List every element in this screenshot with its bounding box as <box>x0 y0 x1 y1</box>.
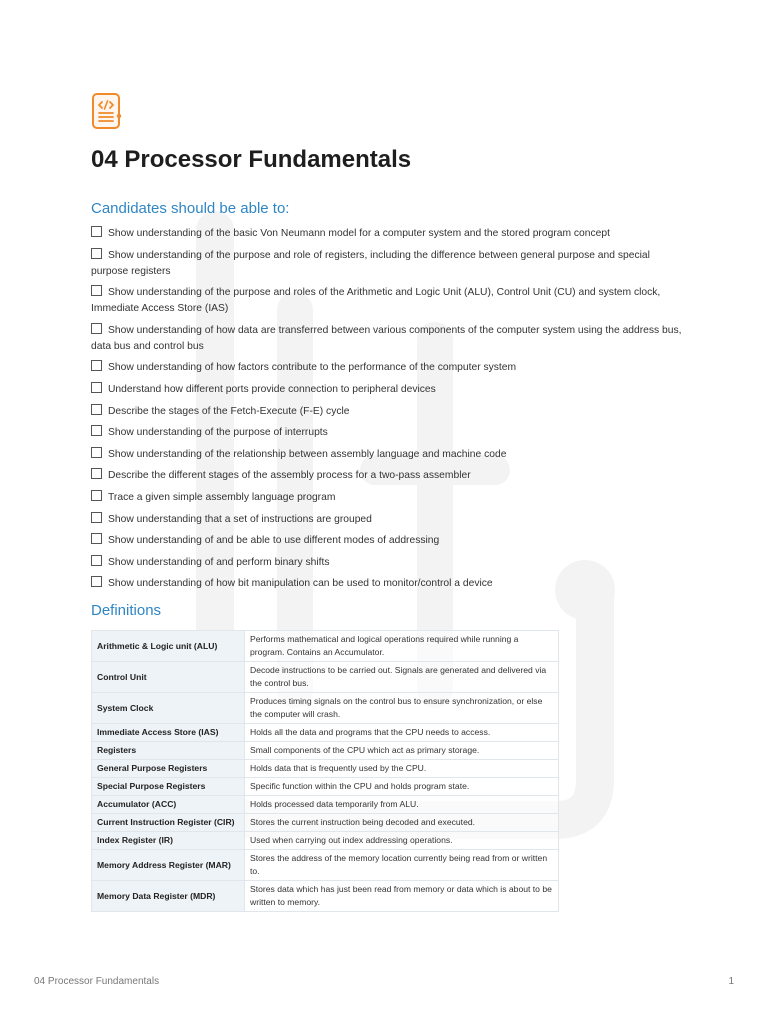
objective-item <box>91 490 683 506</box>
objective-text: Show understanding of and be able to use different modes of addressing <box>108 535 440 547</box>
objective-item <box>91 512 683 528</box>
objective-item <box>91 404 683 420</box>
definition-term: Immediate Access Store (IAS) <box>92 724 245 742</box>
objective-item <box>91 533 683 549</box>
checkbox[interactable] <box>91 555 102 566</box>
definition-description: Produces timing signals on the control bus to ensure synchronization, or else the computer will crash. <box>245 693 559 724</box>
objective-text: Show understanding of the purpose and role of registers, including the difference between general purpose and special purpose registers <box>91 249 650 277</box>
table-row <box>92 796 559 814</box>
objective-text: Show understanding of how data are transferred between various components of the computer system using the address bus, data bus and control bus <box>91 324 682 352</box>
definition-description: Holds data that is frequently used by the CPU. <box>245 760 559 778</box>
definition-description: Holds processed data temporarily from ALU. <box>245 796 559 814</box>
objective-item <box>91 382 683 398</box>
checkbox[interactable] <box>91 248 102 259</box>
objective-text: Show understanding of the purpose of interrupts <box>108 427 328 439</box>
objectives-list <box>91 226 683 592</box>
checkbox[interactable] <box>91 425 102 436</box>
definitions-table <box>91 630 559 912</box>
definition-description: Specific function within the CPU and holds program state. <box>245 778 559 796</box>
code-document-icon <box>91 92 123 130</box>
checkbox[interactable] <box>91 285 102 296</box>
checkbox[interactable] <box>91 404 102 415</box>
objective-text: Show understanding of how bit manipulation can be used to monitor/control a device <box>108 578 493 590</box>
definition-description: Holds all the data and programs that the CPU needs to access. <box>245 724 559 742</box>
objective-item <box>91 226 683 242</box>
table-row <box>92 724 559 742</box>
objective-item <box>91 555 683 571</box>
definition-term: Memory Address Register (MAR) <box>92 850 245 881</box>
table-row <box>92 814 559 832</box>
objective-text: Show understanding of how factors contribute to the performance of the computer system <box>108 362 517 374</box>
objective-text: Understand how different ports provide connection to peripheral devices <box>108 383 436 395</box>
checkbox[interactable] <box>91 447 102 458</box>
table-row <box>92 832 559 850</box>
table-row <box>92 693 559 724</box>
objective-text: Show understanding that a set of instructions are grouped <box>108 513 372 525</box>
checkbox[interactable] <box>91 360 102 371</box>
definition-description: Stores data which has just been read from memory or data which is about to be written to memory. <box>245 881 559 912</box>
document-page <box>91 92 681 912</box>
table-row <box>92 631 559 662</box>
definition-term: Memory Data Register (MDR) <box>92 881 245 912</box>
objective-item <box>91 447 683 463</box>
definition-term: Arithmetic & Logic unit (ALU) <box>92 631 245 662</box>
definition-term: Current Instruction Register (CIR) <box>92 814 245 832</box>
table-row <box>92 881 559 912</box>
definition-term: Accumulator (ACC) <box>92 796 245 814</box>
objective-text: Show understanding of the relationship between assembly language and machine code <box>108 448 507 460</box>
checkbox[interactable] <box>91 382 102 393</box>
definition-description: Stores the address of the memory location currently being read from or written to. <box>245 850 559 881</box>
table-row <box>92 662 559 693</box>
objective-text: Describe the different stages of the assembly process for a two-pass assembler <box>108 470 471 482</box>
table-row <box>92 760 559 778</box>
objectives-heading: Candidates should be able to: <box>91 200 290 217</box>
objective-item <box>91 576 683 592</box>
objective-item <box>91 248 683 280</box>
objective-item <box>91 425 683 441</box>
checkbox[interactable] <box>91 533 102 544</box>
footer-page-number: 1 <box>728 976 734 987</box>
checkbox[interactable] <box>91 226 102 237</box>
definition-description: Stores the current instruction being decoded and executed. <box>245 814 559 832</box>
objective-item <box>91 468 683 484</box>
table-row <box>92 742 559 760</box>
objective-text: Trace a given simple assembly language program <box>108 491 336 503</box>
checkbox[interactable] <box>91 490 102 501</box>
definition-term: Special Purpose Registers <box>92 778 245 796</box>
definition-description: Performs mathematical and logical operations required while running a program. Contains an Accumulator. <box>245 631 559 662</box>
definition-term: Index Register (IR) <box>92 832 245 850</box>
definition-term: System Clock <box>92 693 245 724</box>
table-row <box>92 850 559 881</box>
definition-description: Decode instructions to be carried out. Signals are generated and delivered via the control bus. <box>245 662 559 693</box>
objective-text: Show understanding of the basic Von Neumann model for a computer system and the stored program concept <box>108 228 610 239</box>
definition-description: Used when carrying out index addressing operations. <box>245 832 559 850</box>
definition-term: Control Unit <box>92 662 245 693</box>
definition-description: Small components of the CPU which act as primary storage. <box>245 742 559 760</box>
objective-item <box>91 285 683 317</box>
checkbox[interactable] <box>91 512 102 523</box>
objective-item <box>91 360 683 376</box>
table-row <box>92 778 559 796</box>
definition-term: Registers <box>92 742 245 760</box>
objective-text: Describe the stages of the Fetch-Execute (F-E) cycle <box>108 405 350 417</box>
checkbox[interactable] <box>91 468 102 479</box>
footer-title: 04 Processor Fundamentals <box>34 976 160 987</box>
checkbox[interactable] <box>91 323 102 334</box>
definition-term: General Purpose Registers <box>92 760 245 778</box>
objective-text: Show understanding of the purpose and roles of the Arithmetic and Logic Unit (ALU), Control Unit (CU) and system clock, Immediate Access Store (IAS) <box>91 287 661 315</box>
objective-text: Show understanding of and perform binary shifts <box>108 556 330 568</box>
checkbox[interactable] <box>91 576 102 587</box>
objective-item <box>91 323 683 355</box>
page-title: 04 Processor Fundamentals <box>91 146 412 173</box>
definitions-heading: Definitions <box>91 602 162 620</box>
